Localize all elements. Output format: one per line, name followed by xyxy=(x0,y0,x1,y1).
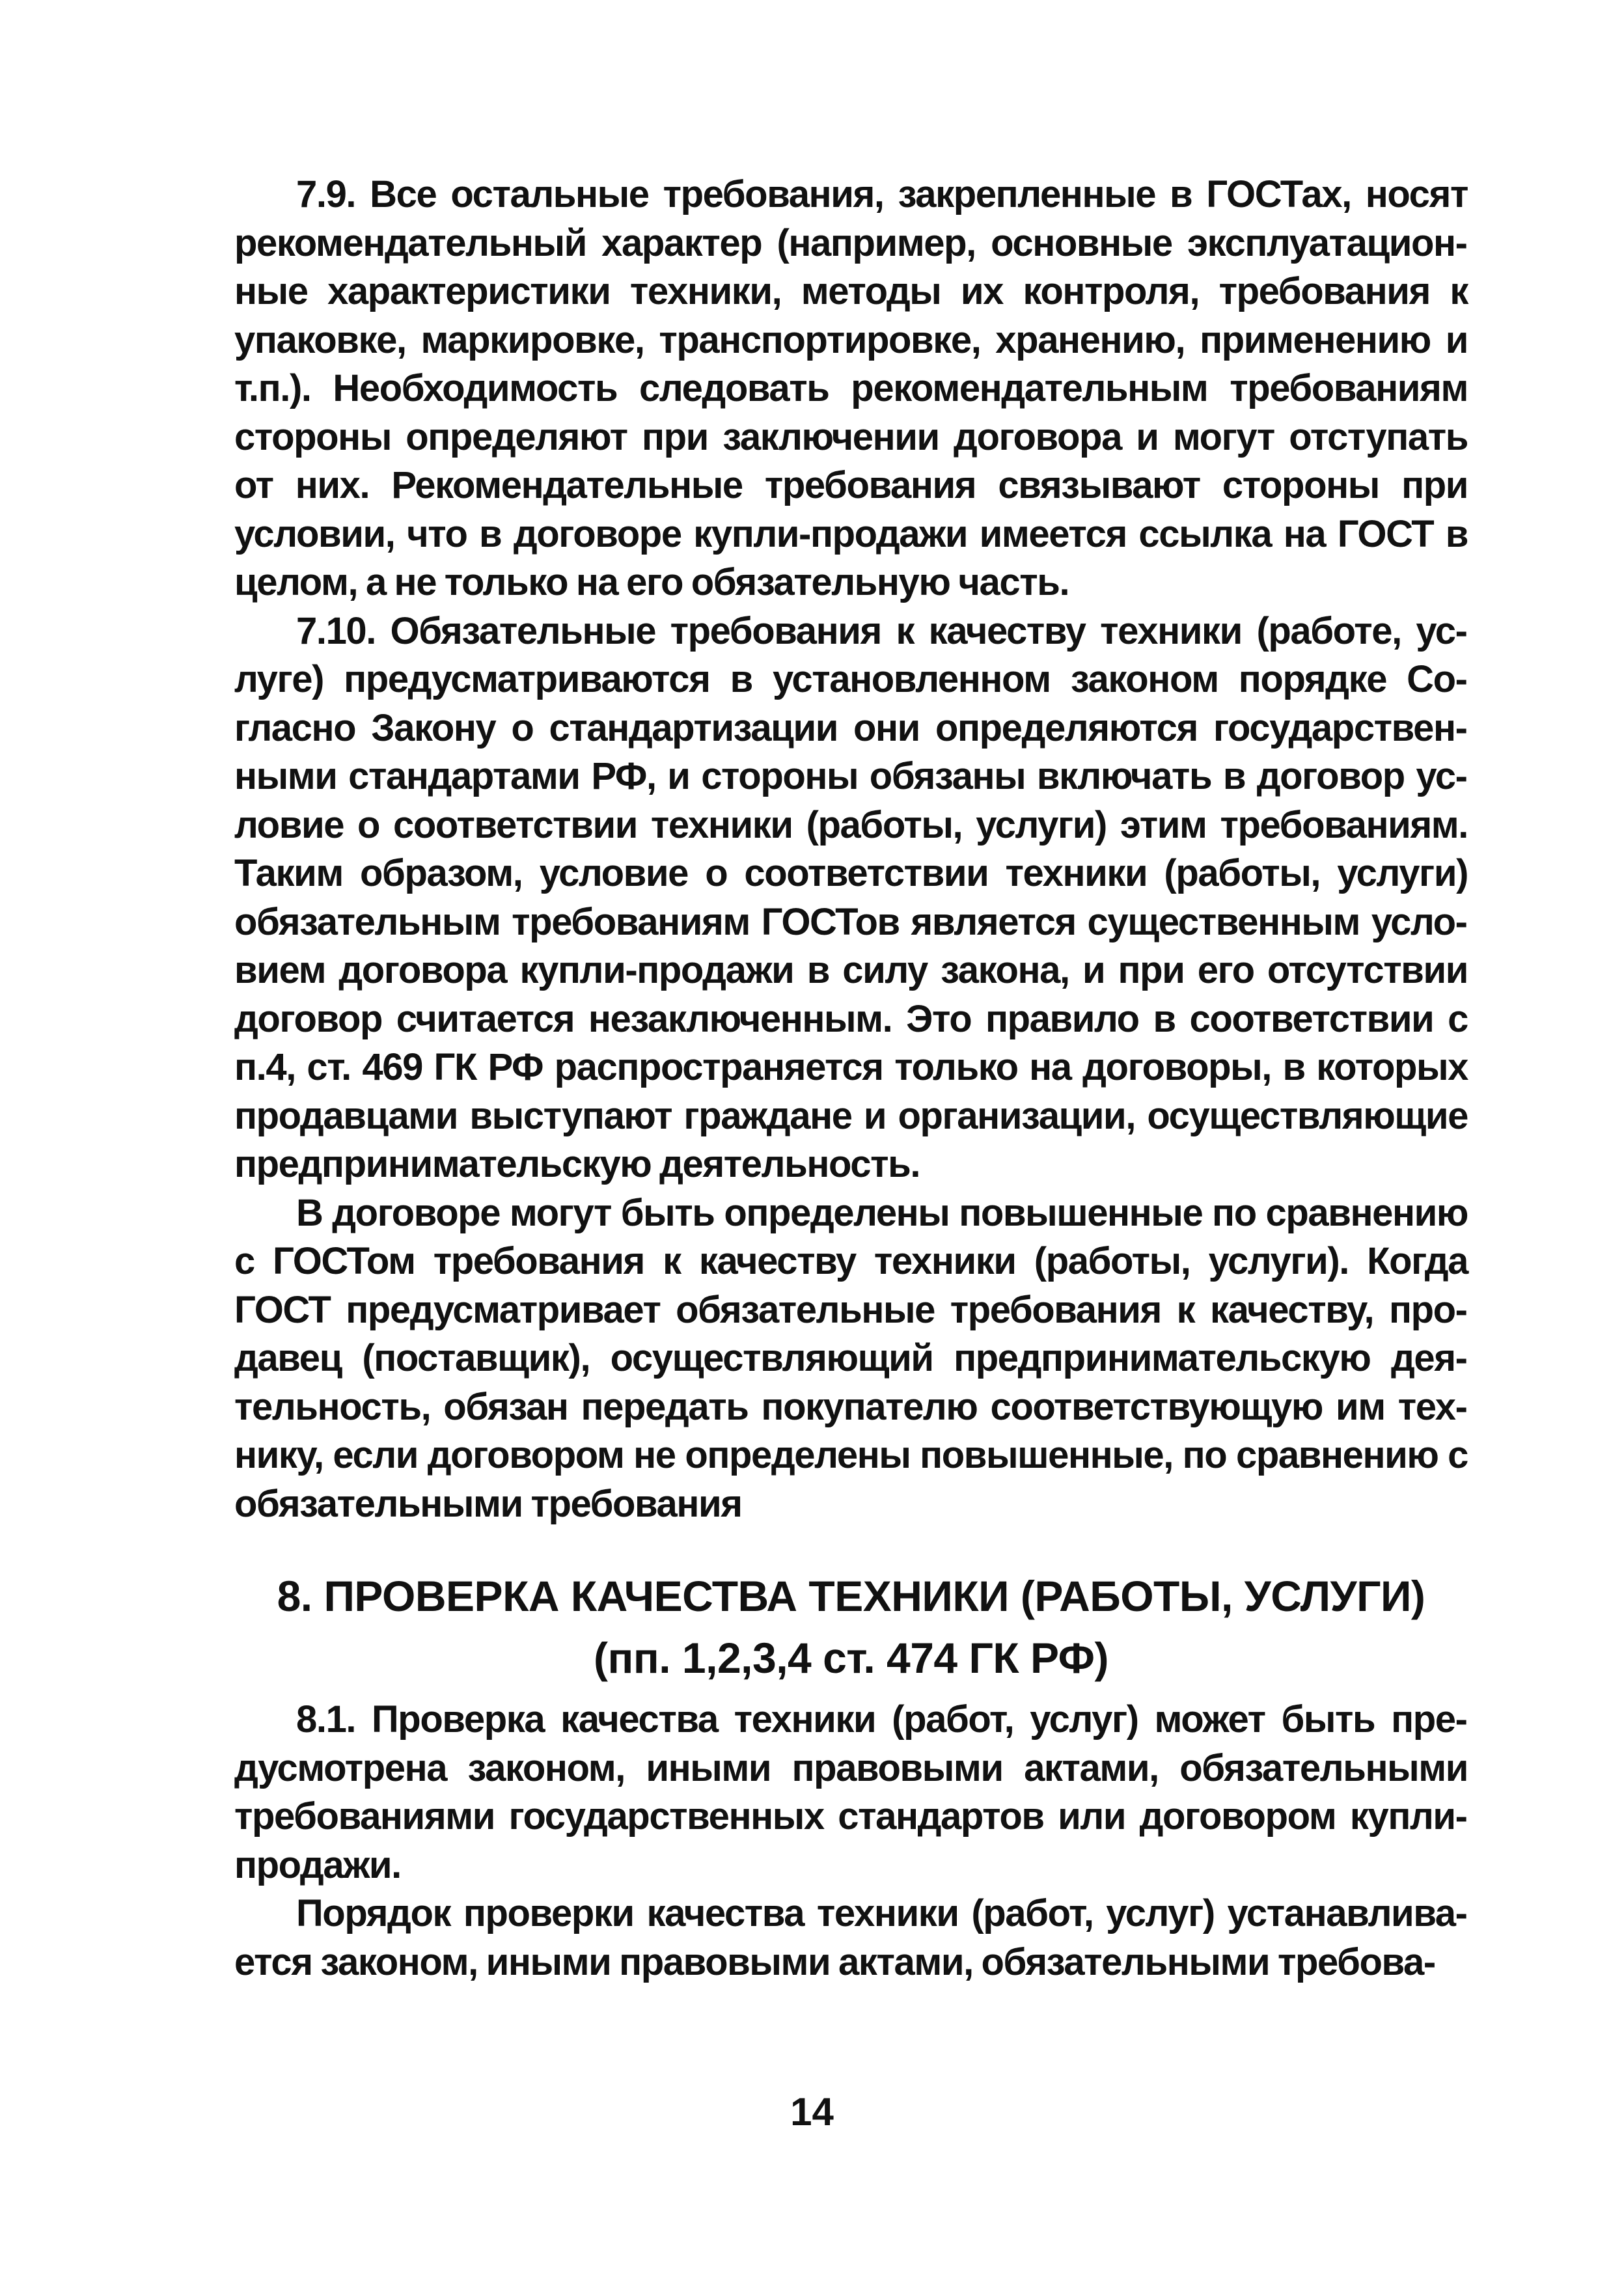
document-body-bottom xyxy=(234,1696,1468,1987)
page-number: 14 xyxy=(790,2090,834,2134)
section-heading-reference: (пп. 1,2,3,4 ст. 474 ГК РФ) xyxy=(594,1634,1108,1682)
document-body-top xyxy=(234,171,1468,1528)
paragraph-8-1: 8.1. Проверка качества техники (работ, услуг) может быть предусмотрена законом, иными правовыми актами, обязательными требованиями государственных стандартов или договором куплипродажи. xyxy=(234,1698,1468,1886)
section-heading-title: 8. ПРОВЕРКА КАЧЕСТВА ТЕХНИКИ (РАБОТЫ, УСЛУГИ) xyxy=(277,1572,1425,1620)
paragraph-check-procedure: Порядок проверки качества техники (работ, услуг) устанавливается законом, иными правовыми актами, обязательными требова- xyxy=(234,1892,1468,1983)
paragraph-higher-requirements: В договоре могут быть определены повышенные по сравнению с ГОСТом требования к качеству техники (работы, услуги). Когда ГОСТ предусматривает обязательные требования к качеству, продавец (поставщик), осуществляющий предпринимательскую деятельность, обязан передать покупателю соответствующую им технику, если договором не определены повышенные, по сравнению с обязательными требования xyxy=(234,1191,1468,1525)
paragraph-7-10: 7.10. Обязательные требования к качеству техники (работе, услуге) предусматриваются в установленном законом порядке Согласно Закону о стандартизации они определяются государственными стандартами РФ, и стороны обязаны включать в договор условие о соответствии техники (работы, услуги) этим требованиям. Таким образом, условие о соответствии техники (работы, услуги) обязательным требованиям ГОСТов является существенным условием договора купли-продажи в силу закона, и при его отсутствии договор считается незаключенным. Это правило в соответствии с п.4, ст. 469 ГК РФ распространяется только на договоры, в которых продавцами выступают граждане и организации, осуществляющие предпринимательскую деятельность. xyxy=(234,609,1468,1185)
section-heading xyxy=(234,1565,1468,1689)
paragraph-7-9: 7.9. Все остальные требования, закрепленные в ГОСТах, носят рекомендательный характер (например, основные эксплуатационные характеристики техники, методы их контроля, требования к упаковке, маркировке, транспортировке, хранению, применению и т.п.). Необходимость следовать рекомендательным требованиям стороны определяют при заключении договора и могут отступать от них. Рекомендательные требования связывают стороны при условии, что в договоре купли-продажи имеется ссылка на ГОСТ в целом, а не только на его обязательную часть. xyxy=(234,173,1468,603)
